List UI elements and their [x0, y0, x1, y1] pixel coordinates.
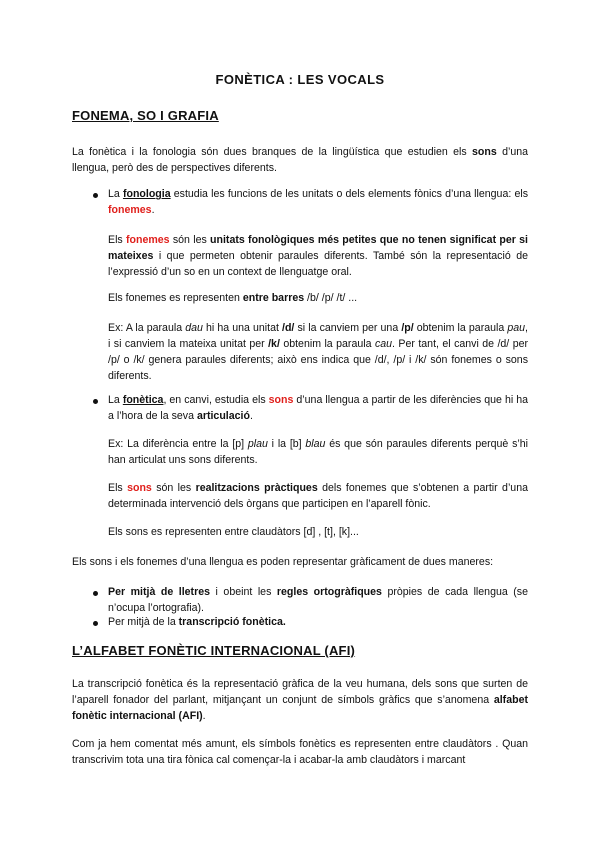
intro-paragraph: La fonètica i la fonologia són dues branques de la lingüística que estudien els sons d’una llengua, però des de perspectives diferents.	[72, 146, 529, 174]
sons-representation: Els sons es representen entre claudàtors [d] , [t], [k]...	[108, 526, 359, 538]
bullet-icon	[93, 399, 98, 404]
fonologia-bullet: La fonologia estudia les funcions de les unitats o dels elements fònics d’una llengua: els fonemes.	[108, 188, 528, 216]
fonetica-bullet: La fonètica, en canvi, estudia els sons d’una llengua a partir de les diferències que hi ha a l’hora de la seva articulació.	[108, 394, 528, 422]
term-fonologia: fonologia	[122, 188, 171, 200]
way-transcription: Per mitjà de la transcripció fonètica.	[108, 616, 286, 628]
fonemes-representation: Els fonemes es representen entre barres /b/ /p/ /t/ ...	[108, 292, 358, 304]
bullet-icon	[93, 621, 98, 626]
afi-notation-paragraph: Com ja hem comentat més amunt, els símbols fonètics es representen entre claudàtors . Quan transcrivim tota una tira fònica cal començar-la i acabar-la amb claudàtors i marcant	[72, 738, 528, 766]
section-heading-afi: L’ALFABET FONÈTIC INTERNACIONAL (AFI)	[72, 643, 356, 658]
sons-example: Ex: La diferència entre la [p] plau i la [b] blau és que són paraules diferents perquè s’hi han articulat uns sons diferents.	[108, 438, 528, 466]
way-letters: Per mitjà de lletres i obeint les regles ortogràfiques pròpies de cada llengua (se n’ocupa l’ortografia).	[108, 586, 528, 614]
sons-definition: Els sons són les realitzacions pràctiques dels fonemes que s’obtenen a partir d’una determinada intervenció dels òrgans que participen en l’aparell fònic.	[108, 482, 528, 510]
section-heading-fonema: FONEMA, SO I GRAFIA	[72, 108, 219, 123]
representation-paragraph: Els sons i els fonemes d’una llengua es poden representar gràficament de dues maneres:	[72, 556, 494, 568]
term-fonetica: fonètica	[122, 394, 164, 406]
bullet-icon	[93, 193, 98, 198]
fonemes-definition: Els fonemes són les unitats fonològiques més petites que no tenen significat per si mateixes i que permeten obtenir paraules diferents. També són la representació de l’expressió d’un so en un context de llenguatge oral.	[108, 234, 528, 278]
fonemes-example: Ex: A la paraula dau hi ha una unitat /d/ si la canviem per una /p/ obtenim la paraula pau, i si canviem la mateixa unitat per /k/ obtenim la paraula cau. Per tant, el canvi de /d/ per /p/ o /k/ genera paraules diferents; això ens indica que /d/, /p/ i /k/ són fonemes o sons diferents.	[108, 322, 529, 382]
afi-definition: La transcripció fonètica és la representació gràfica de la veu humana, dels sons que surten de l’aparell fonador del parlant, mitjançant un conjunt de símbols gràfics que s’anomena alfabet fonètic internacional (AFI).	[72, 678, 528, 722]
page-title: FONÈTICA : LES VOCALS	[215, 72, 385, 87]
bullet-icon	[93, 591, 98, 596]
